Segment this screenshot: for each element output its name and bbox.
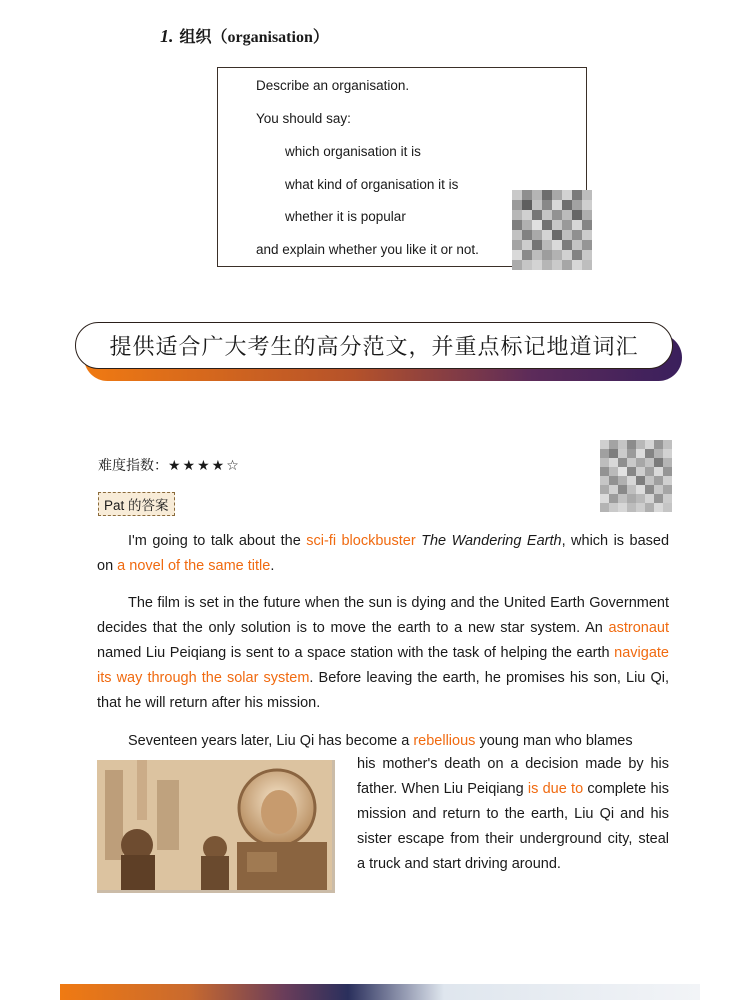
prompt-bullet: what kind of organisation it is	[285, 177, 459, 192]
section-title: 组织（organisation）	[179, 29, 329, 46]
essay-text: his mother's death on a decision made by his father. When Liu Peiqiang	[357, 756, 669, 797]
difficulty-label: 难度指数：	[98, 458, 168, 474]
prompt-closing: and explain whether you like it or not.	[256, 242, 479, 257]
answer-tag: Pat 的答案	[98, 492, 175, 516]
highlighted-phrase: astronaut	[608, 620, 669, 636]
essay-text: named Liu Peiqiang is sent to a space station with the task of helping the earth	[97, 645, 615, 661]
section-heading	[160, 24, 329, 47]
section-number: 1.	[160, 26, 174, 46]
essay-paragraph-first-line	[128, 729, 633, 754]
essay-text: .	[270, 558, 275, 574]
essay-paragraph	[97, 591, 669, 716]
essay-text: I'm going to talk about the	[128, 533, 307, 549]
essay-text: , which is based on	[97, 533, 670, 574]
film-title: The Wandering Earth	[421, 533, 562, 549]
highlighted-phrase: sci-fi blockbuster	[306, 533, 416, 549]
essay-text: . Before leaving the earth, he promises his son, Liu Qi, that he will return after his mission.	[97, 670, 669, 711]
essay-paragraph-wrapped	[357, 752, 669, 877]
highlighted-phrase: a novel of the same title	[117, 558, 271, 574]
qr-code-icon	[512, 190, 592, 270]
astronaut-illustration	[97, 760, 332, 890]
essay-text: The film is set in the future when the sun is dying and the United Earth Government decides that the only solution is to move the earth to a new star system. An	[97, 595, 669, 636]
prompt-bullet: which organisation it is	[285, 144, 421, 159]
footer-strip	[60, 984, 700, 1000]
highlighted-phrase: is due to	[527, 781, 584, 797]
highlighted-phrase: navigate its way through the solar system	[97, 645, 669, 686]
qr-code-icon	[600, 440, 672, 512]
banner: 提供适合广大考生的高分范文，并重点标记地道词汇	[75, 322, 673, 369]
essay-text: complete his mission and return to the earth, Liu Qi and his sister escape from their underground city, steal a truck and start driving around.	[357, 781, 669, 872]
prompt-instruction: Describe an organisation.	[256, 78, 410, 93]
difficulty-stars: ★★★★☆	[168, 458, 241, 474]
essay-text: young man who blames	[475, 733, 633, 749]
essay-paragraph	[97, 529, 669, 579]
difficulty-rating	[98, 455, 241, 475]
film-still-image	[97, 760, 335, 893]
highlighted-phrase: rebellious	[413, 733, 476, 749]
prompt-you-should-say: You should say:	[256, 111, 351, 126]
prompt-bullet: whether it is popular	[285, 209, 406, 224]
essay-text: Seventeen years later, Liu Qi has become a	[128, 733, 414, 749]
